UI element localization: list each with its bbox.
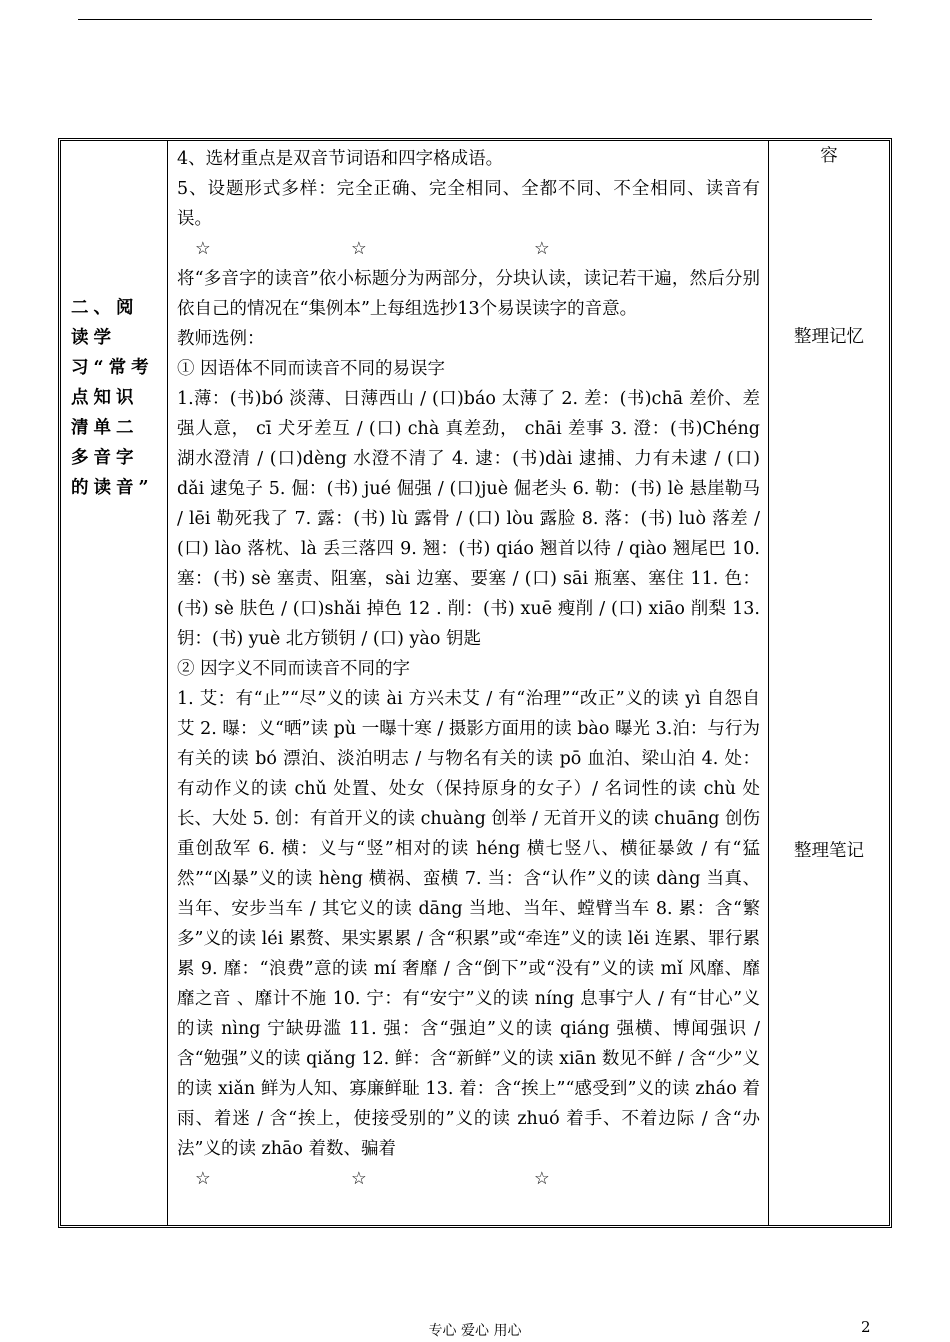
star-icon: ☆ — [534, 239, 550, 259]
subheading-meaning: ② 因字义不同而读音不同的字 — [177, 659, 411, 679]
lesson-table — [58, 138, 892, 1228]
notes-cell — [769, 141, 889, 1225]
star-icon: ☆ — [534, 1169, 550, 1189]
page-number: 2 — [861, 1318, 871, 1336]
section-title: 二、阅读学习“常考点知识清单二多音字的读音” — [71, 298, 154, 498]
note-take-notes: 整理笔记 — [794, 841, 864, 861]
page-footer: 专心 爱心 用心 — [428, 1323, 522, 1339]
subheading-register: ① 因语体不同而读音不同的易误字 — [177, 359, 446, 379]
content-cell — [168, 141, 769, 1225]
content-line-5: 5、设题形式多样：完全正确、完全相同、全都不同、不全相同、读音有误。 — [177, 179, 760, 229]
star-icon: ☆ — [195, 239, 211, 259]
note-memorize: 整理记忆 — [794, 327, 864, 347]
note-content: 容 — [820, 146, 838, 166]
star-icon: ☆ — [351, 239, 367, 259]
star-divider — [177, 1164, 760, 1194]
register-examples: 1.薄：(书)bó 淡薄、日薄西山 / (口)báo 太薄了 2. 差：(书)chā 差价、差强人意， cī 犬牙差互 / (口) chà 真差劲， chāi 差事 3. 澄：(书)Chéng 湖水澄清 / (口)dèng 水澄不清了 4. 逮：(书)dài 逮捕、力有未逮 / (口) dǎi 逮兔子 5. 倔：(书) jué 倔强 / (口)juè 倔老头 6. 勒：(书) lè 悬崖勒马 / lēi 勒死我了 7. 露：(书) lù 露骨 / (口) lòu 露脸 8. 落：(书) luò 落差 / (口) lào 落枕、là 丢三落四 9. 翘：(书) qiáo 翘首以待 / qiào 翘尾巴 10. 塞：(书) sè 塞责、阻塞，sài 边塞、要塞 / (口) sāi 瓶塞、塞住 11. 色：(书) sè 肤色 / (口)shǎi 掉色 12 . 削：(书) xuē 瘦削 / (口) xiāo 削梨 13. 钥：(书) yuè 北方锁钥 / (口) yào 钥匙 — [177, 389, 760, 649]
star-divider — [177, 234, 760, 264]
teacher-examples-label: 教师选例： — [177, 329, 265, 349]
star-icon: ☆ — [195, 1169, 211, 1189]
content-line-4: 4、选材重点是双音节词语和四字格成语。 — [177, 149, 504, 169]
header-rule — [78, 19, 872, 20]
section-title-cell — [61, 141, 168, 1225]
instruction-paragraph: 将“多音字的读音”依小标题分为两部分，分块认读，读记若干遍，然后分别依自己的情况在“集例本”上每组选抄13个易误读字的音意。 — [177, 269, 760, 319]
star-icon: ☆ — [351, 1169, 367, 1189]
meaning-examples: 1. 艾：有“止”“尽”义的读 ài 方兴未艾 / 有“治理”“改正”义的读 yì 自怨自艾 2. 曝：义“晒”读 pù 一曝十寒 / 摄影方面用的读 bào 曝光 3.泊：与行为有关的读 bó 漂泊、淡泊明志 / 与物名有关的读 pō 血泊、梁山泊 4. 处：有动作义的读 chǔ 处置、处女（保持原身的女子）/ 名词性的读 chù 处长、大处 5. 创：有首开义的读 chuàng 创举 / 无首开义的读 chuāng 创伤 重创敌军 6. 横：义与“竖”相对的读 héng 横七竖八、横征暴敛 / 有“猛然”“凶暴”义的读 hèng 横祸、蛮横 7. 当：含“认作”义的读 dàng 当真、当年、安步当车 / 其它义的读 dāng 当地、当年、螳臂当车 8. 累：含“繁多”义的读 léi 累赘、果实累累 / 含“积累”或“牵连”义的读 lěi 连累、罪行累累 9. 靡：“浪费”意的读 mí 奢靡 / 含“倒下”或“没有”义的读 mǐ 风靡、靡靡之音 、靡计不施 10. 宁：有“安宁”义的读 níng 息事宁人 / 有“甘心”义的读 nìng 宁缺毋滥 11. 强：含“强迫”义的读 qiáng 强横、博闻强识 / 含“勉强”义的读 qiǎng 12. 鲜：含“新鲜”义的读 xiān 数见不鲜 / 含“少”义的读 xiǎn 鲜为人知、寡廉鲜耻 13. 着：含“挨上”“感受到”义的读 zháo 着雨、着迷 / 含“挨上，使接受别的”义的读 zhuó 着手、不着边际 / 含“办法”义的读 zhāo 着数、骗着 — [177, 689, 760, 1159]
